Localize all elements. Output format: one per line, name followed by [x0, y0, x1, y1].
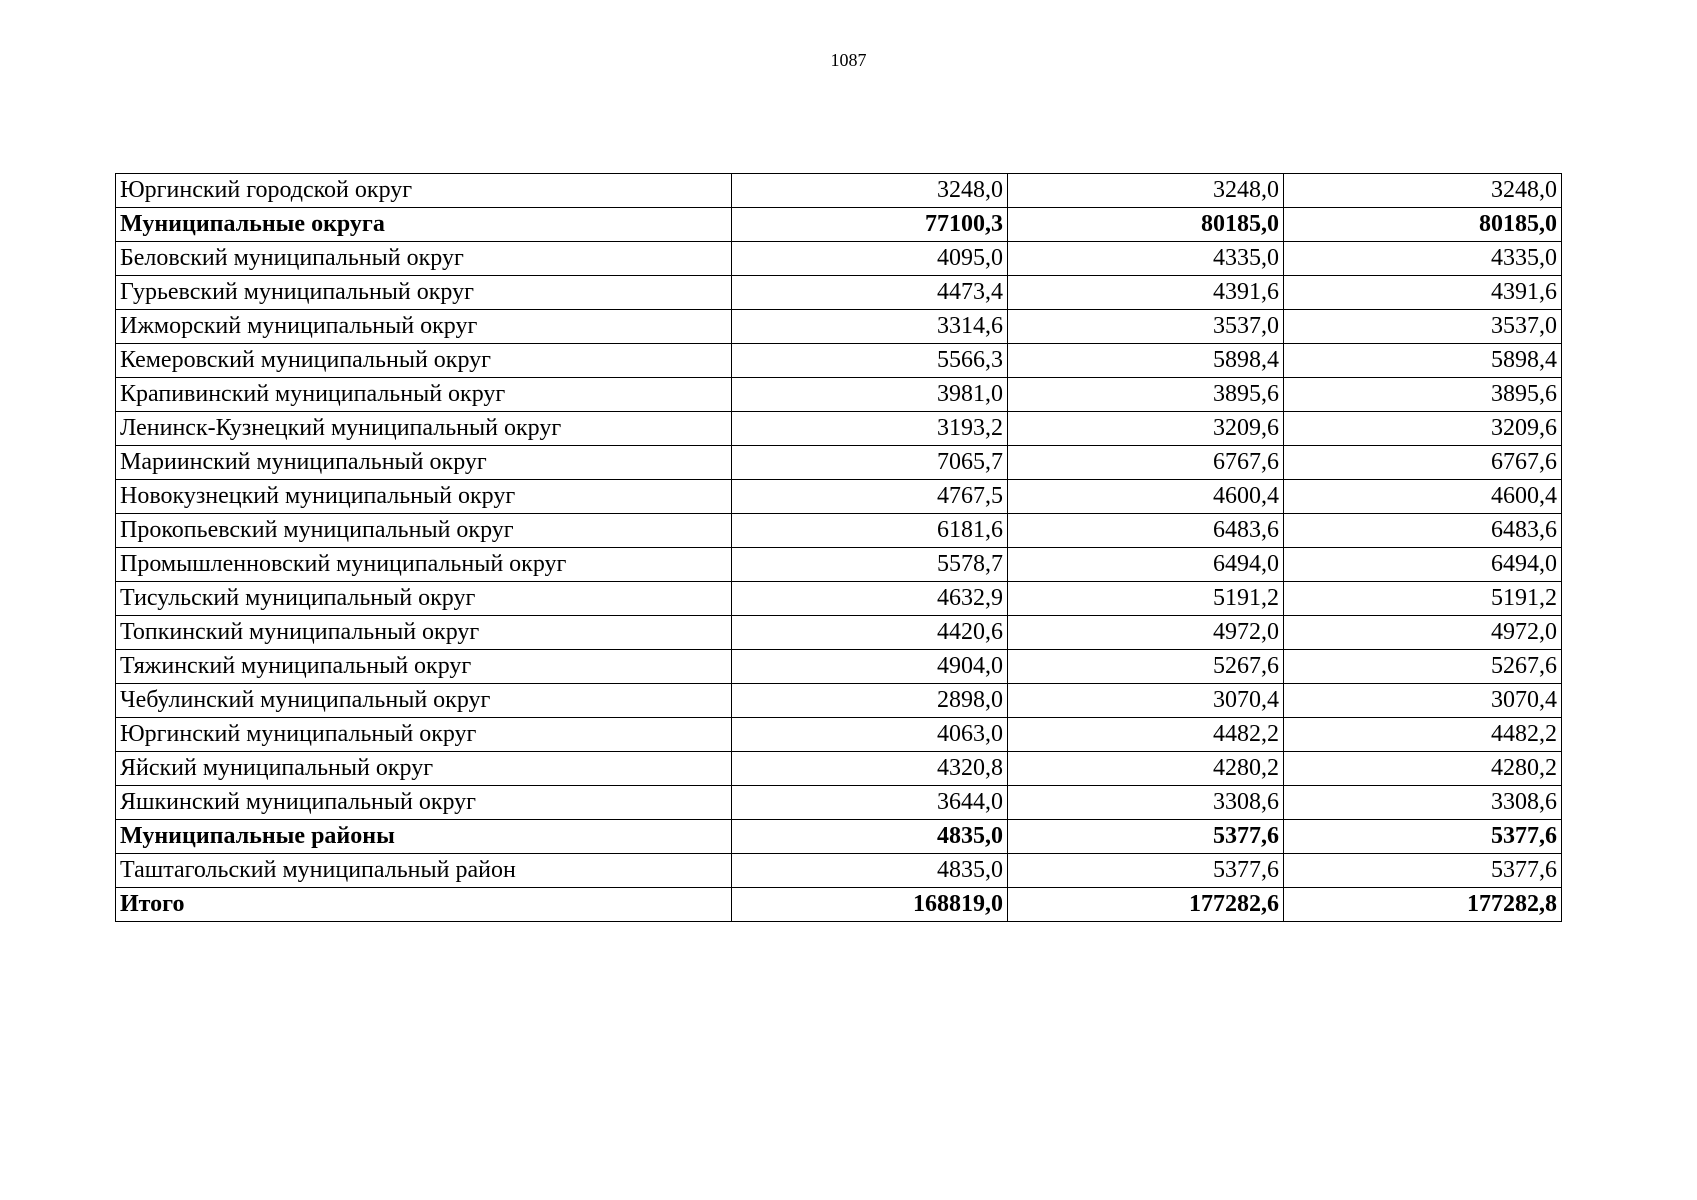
row-value-1-cell: 4632,9	[732, 582, 1008, 616]
row-value-2-cell: 177282,6	[1008, 888, 1284, 922]
table-row	[116, 310, 1562, 344]
row-value-3-cell: 3248,0	[1284, 174, 1562, 208]
row-name-cell: Юргинский городской округ	[116, 174, 732, 208]
row-value-2-cell: 3537,0	[1008, 310, 1284, 344]
row-name-cell: Топкинский муниципальный округ	[116, 616, 732, 650]
row-value-1-cell: 4420,6	[732, 616, 1008, 650]
row-value-3-cell: 5191,2	[1284, 582, 1562, 616]
row-value-3-cell: 3895,6	[1284, 378, 1562, 412]
row-value-1-cell: 3193,2	[732, 412, 1008, 446]
row-value-3-cell: 5267,6	[1284, 650, 1562, 684]
row-value-2-cell: 6494,0	[1008, 548, 1284, 582]
table-row	[116, 344, 1562, 378]
table-row	[116, 718, 1562, 752]
row-name-cell: Гурьевский муниципальный округ	[116, 276, 732, 310]
row-value-3-cell: 5898,4	[1284, 344, 1562, 378]
table-row	[116, 446, 1562, 480]
row-value-2-cell: 5267,6	[1008, 650, 1284, 684]
row-value-3-cell: 3308,6	[1284, 786, 1562, 820]
row-value-2-cell: 5377,6	[1008, 854, 1284, 888]
row-name-cell: Чебулинский муниципальный округ	[116, 684, 732, 718]
table-row	[116, 548, 1562, 582]
row-value-3-cell: 3070,4	[1284, 684, 1562, 718]
row-name-cell: Прокопьевский муниципальный округ	[116, 514, 732, 548]
page-number: 1087	[830, 50, 867, 70]
row-value-3-cell: 6494,0	[1284, 548, 1562, 582]
row-value-1-cell: 5578,7	[732, 548, 1008, 582]
table-row-subtotal	[116, 820, 1562, 854]
row-name-cell: Ленинск-Кузнецкий муниципальный округ	[116, 412, 732, 446]
row-value-2-cell: 4482,2	[1008, 718, 1284, 752]
row-name-cell: Тяжинский муниципальный округ	[116, 650, 732, 684]
row-name-cell: Юргинский муниципальный округ	[116, 718, 732, 752]
row-value-3-cell: 6767,6	[1284, 446, 1562, 480]
row-name-cell: Итого	[116, 888, 732, 922]
table-row	[116, 854, 1562, 888]
table-row	[116, 752, 1562, 786]
row-value-2-cell: 6483,6	[1008, 514, 1284, 548]
row-value-1-cell: 168819,0	[732, 888, 1008, 922]
row-value-2-cell: 5191,2	[1008, 582, 1284, 616]
row-name-cell: Муниципальные округа	[116, 208, 732, 242]
row-value-2-cell: 4600,4	[1008, 480, 1284, 514]
table-row	[116, 616, 1562, 650]
row-value-1-cell: 3981,0	[732, 378, 1008, 412]
row-value-1-cell: 4473,4	[732, 276, 1008, 310]
row-value-2-cell: 3209,6	[1008, 412, 1284, 446]
row-value-1-cell: 6181,6	[732, 514, 1008, 548]
row-value-1-cell: 4835,0	[732, 854, 1008, 888]
row-value-1-cell: 4767,5	[732, 480, 1008, 514]
row-value-3-cell: 5377,6	[1284, 854, 1562, 888]
row-value-3-cell: 3209,6	[1284, 412, 1562, 446]
row-value-2-cell: 3308,6	[1008, 786, 1284, 820]
row-name-cell: Ижморский муниципальный округ	[116, 310, 732, 344]
budget-table-body	[116, 174, 1562, 922]
row-value-1-cell: 4835,0	[732, 820, 1008, 854]
budget-table	[115, 173, 1562, 922]
row-name-cell: Яйский муниципальный округ	[116, 752, 732, 786]
row-name-cell: Беловский муниципальный округ	[116, 242, 732, 276]
row-value-2-cell: 6767,6	[1008, 446, 1284, 480]
row-name-cell: Таштагольский муниципальный район	[116, 854, 732, 888]
row-value-1-cell: 7065,7	[732, 446, 1008, 480]
table-row	[116, 242, 1562, 276]
row-name-cell: Яшкинский муниципальный округ	[116, 786, 732, 820]
table-row	[116, 514, 1562, 548]
row-value-1-cell: 4063,0	[732, 718, 1008, 752]
row-value-3-cell: 4391,6	[1284, 276, 1562, 310]
row-value-1-cell: 4320,8	[732, 752, 1008, 786]
row-value-2-cell: 5377,6	[1008, 820, 1284, 854]
row-value-2-cell: 4391,6	[1008, 276, 1284, 310]
row-value-1-cell: 4095,0	[732, 242, 1008, 276]
row-value-1-cell: 77100,3	[732, 208, 1008, 242]
row-name-cell: Кемеровский муниципальный округ	[116, 344, 732, 378]
row-value-2-cell: 3070,4	[1008, 684, 1284, 718]
row-value-2-cell: 4972,0	[1008, 616, 1284, 650]
row-name-cell: Мариинский муниципальный округ	[116, 446, 732, 480]
table-row	[116, 174, 1562, 208]
row-value-2-cell: 5898,4	[1008, 344, 1284, 378]
row-value-1-cell: 2898,0	[732, 684, 1008, 718]
table-row	[116, 684, 1562, 718]
row-name-cell: Тисульский муниципальный округ	[116, 582, 732, 616]
row-value-3-cell: 177282,8	[1284, 888, 1562, 922]
row-value-3-cell: 5377,6	[1284, 820, 1562, 854]
row-value-3-cell: 4335,0	[1284, 242, 1562, 276]
table-row	[116, 786, 1562, 820]
table-row	[116, 650, 1562, 684]
table-row	[116, 378, 1562, 412]
row-value-2-cell: 80185,0	[1008, 208, 1284, 242]
row-value-3-cell: 4600,4	[1284, 480, 1562, 514]
row-value-3-cell: 6483,6	[1284, 514, 1562, 548]
row-value-2-cell: 3248,0	[1008, 174, 1284, 208]
row-name-cell: Промышленновский муниципальный округ	[116, 548, 732, 582]
table-row	[116, 276, 1562, 310]
table-row	[116, 582, 1562, 616]
row-name-cell: Муниципальные районы	[116, 820, 732, 854]
row-value-2-cell: 3895,6	[1008, 378, 1284, 412]
row-name-cell: Новокузнецкий муниципальный округ	[116, 480, 732, 514]
row-value-1-cell: 5566,3	[732, 344, 1008, 378]
row-value-2-cell: 4280,2	[1008, 752, 1284, 786]
table-row	[116, 412, 1562, 446]
row-value-2-cell: 4335,0	[1008, 242, 1284, 276]
row-value-3-cell: 80185,0	[1284, 208, 1562, 242]
row-name-cell: Крапивинский муниципальный округ	[116, 378, 732, 412]
row-value-1-cell: 4904,0	[732, 650, 1008, 684]
row-value-3-cell: 4482,2	[1284, 718, 1562, 752]
row-value-3-cell: 3537,0	[1284, 310, 1562, 344]
row-value-1-cell: 3314,6	[732, 310, 1008, 344]
row-value-1-cell: 3248,0	[732, 174, 1008, 208]
row-value-3-cell: 4280,2	[1284, 752, 1562, 786]
table-row-subtotal	[116, 888, 1562, 922]
row-value-3-cell: 4972,0	[1284, 616, 1562, 650]
table-row-subtotal	[116, 208, 1562, 242]
row-value-1-cell: 3644,0	[732, 786, 1008, 820]
table-row	[116, 480, 1562, 514]
